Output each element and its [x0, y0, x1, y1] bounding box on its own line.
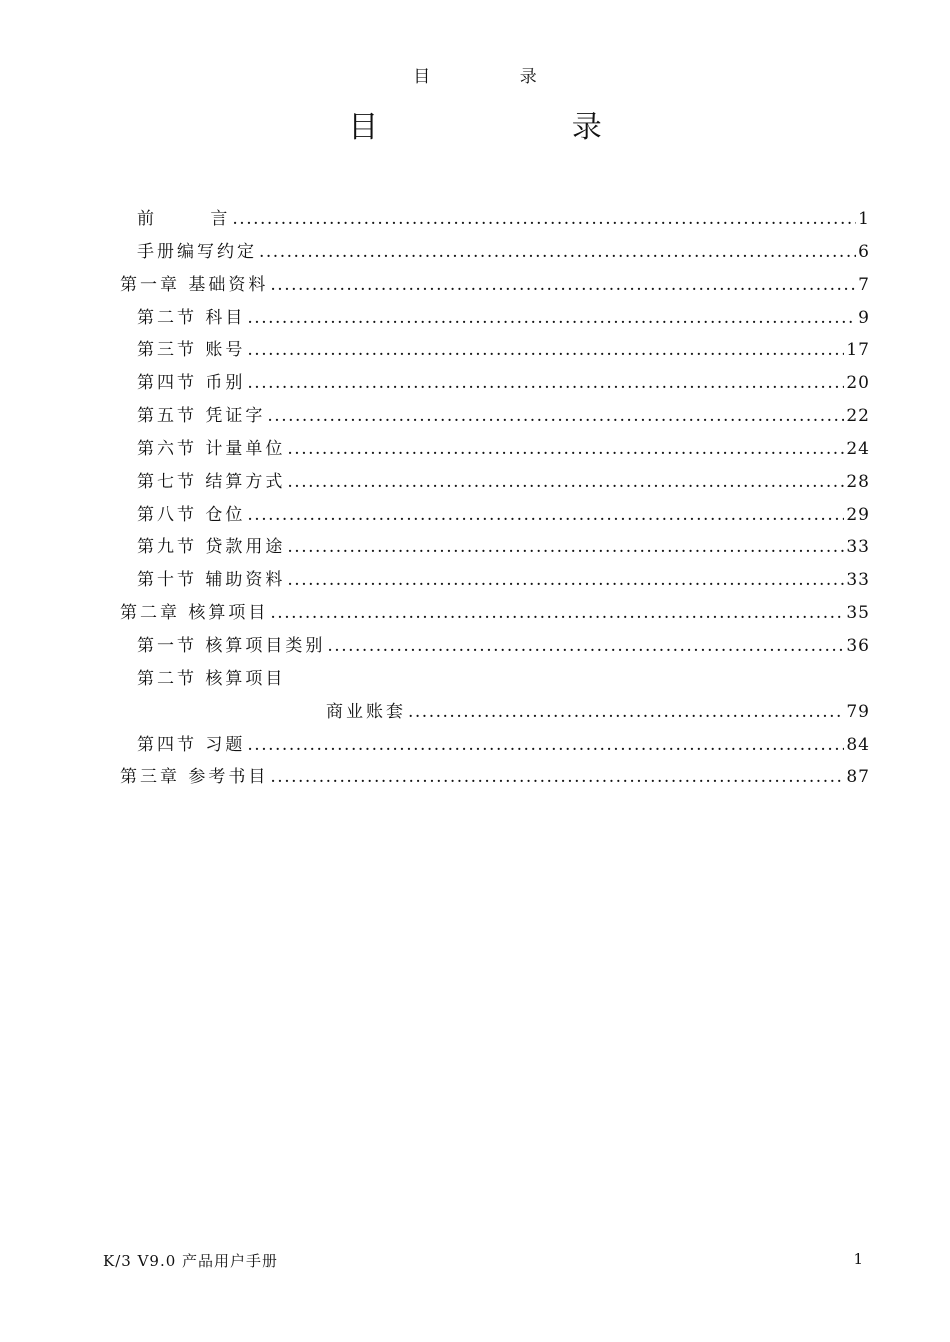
toc-entry-label: 第四节 习题 — [137, 735, 246, 755]
toc-entry-label: 第一节 核算项目类别 — [137, 636, 326, 656]
toc-dot-leader — [287, 472, 844, 492]
toc-entry-page: 17 — [846, 340, 870, 360]
toc-entry-label: 商业账套 — [326, 702, 406, 722]
toc-entry-page: 36 — [846, 636, 870, 656]
toc-entry-label: 第五节 凭证字 — [137, 406, 266, 426]
toc-entry-section[interactable] — [137, 434, 870, 460]
toc-entry-label: 第二节 核算项目 — [137, 669, 286, 689]
toc-entry-label: 第八节 仓位 — [137, 505, 246, 525]
toc-entry-label: 第十节 辅助资料 — [137, 570, 286, 590]
toc-dot-leader — [259, 242, 856, 262]
toc-entry-page: 35 — [846, 603, 870, 623]
toc-dot-leader — [247, 340, 844, 360]
toc-entry-page: 87 — [846, 767, 870, 787]
toc-entry-chapter-1[interactable] — [120, 270, 870, 296]
toc-entry-label: 第一章 基础资料 — [120, 275, 269, 295]
toc-entry-page: 33 — [846, 570, 870, 590]
footer-page-number: 1 — [853, 1250, 863, 1268]
toc-entry-label: 第四节 币别 — [137, 373, 246, 393]
toc-entry-page: 7 — [858, 275, 870, 295]
toc-entry-label: 第七节 结算方式 — [137, 472, 286, 492]
toc-dot-leader — [270, 603, 844, 623]
page-title: 目 录 — [348, 110, 694, 145]
toc-entry-section[interactable] — [137, 532, 870, 558]
toc-dot-leader — [270, 767, 844, 787]
toc-entry-label: 前 言 — [137, 209, 231, 229]
toc-entry-page: 79 — [846, 702, 870, 722]
toc-entry-conventions[interactable] — [137, 237, 870, 263]
toc-entry-page: 9 — [858, 308, 870, 328]
toc-entry-section[interactable] — [137, 467, 870, 493]
footer-product-name: K/3 V9.0 产品用户手册 — [103, 1252, 279, 1270]
toc-entry-page: 84 — [846, 735, 870, 755]
toc-dot-leader — [327, 636, 844, 656]
toc-entry-section[interactable] — [137, 368, 870, 394]
toc-dot-leader — [267, 406, 844, 426]
toc-entry-section[interactable] — [137, 303, 870, 329]
toc-entry-page: 24 — [846, 439, 870, 459]
toc-dot-leader — [247, 735, 844, 755]
toc-entry-label: 第九节 贷款用途 — [137, 537, 286, 557]
toc-entry-page: 6 — [858, 242, 870, 262]
toc-dot-leader — [408, 702, 844, 722]
toc-entry-section[interactable] — [137, 500, 870, 526]
toc-entry-subsection[interactable] — [326, 697, 870, 723]
toc-entry-chapter-2[interactable] — [120, 598, 870, 624]
toc-dot-leader — [247, 308, 856, 328]
toc-entry-section[interactable] — [137, 335, 870, 361]
toc-entry-section[interactable] — [137, 730, 870, 756]
toc-dot-leader — [232, 209, 856, 229]
toc-dot-leader — [247, 505, 844, 525]
toc-entry-page: 28 — [846, 472, 870, 492]
toc-entry-section[interactable] — [137, 401, 870, 427]
toc-dot-leader — [287, 570, 844, 590]
running-header: 目 录 — [413, 67, 579, 87]
toc-entry-label: 第二节 科目 — [137, 308, 246, 328]
toc-entry-label: 第六节 计量单位 — [137, 439, 286, 459]
toc-entry-page: 1 — [858, 209, 870, 229]
toc-entry-label: 手册编写约定 — [137, 242, 257, 262]
toc-entry-section-no-page[interactable] — [137, 664, 870, 690]
toc-dot-leader — [287, 439, 844, 459]
toc-entry-page: 22 — [846, 406, 870, 426]
toc-entry-section[interactable] — [137, 631, 870, 657]
toc-entry-page: 33 — [846, 537, 870, 557]
toc-dot-leader — [270, 275, 856, 295]
toc-entry-chapter-3[interactable] — [120, 762, 870, 788]
toc-entry-label: 第三节 账号 — [137, 340, 246, 360]
toc-entry-section[interactable] — [137, 565, 870, 591]
toc-entry-page: 29 — [846, 505, 870, 525]
toc-dot-leader — [287, 537, 844, 557]
toc-entry-preface[interactable] — [137, 204, 870, 230]
toc-dot-leader — [247, 373, 844, 393]
toc-entry-page: 20 — [846, 373, 870, 393]
toc-entry-label: 第二章 核算项目 — [120, 603, 269, 623]
toc-entry-label: 第三章 参考书目 — [120, 767, 269, 787]
